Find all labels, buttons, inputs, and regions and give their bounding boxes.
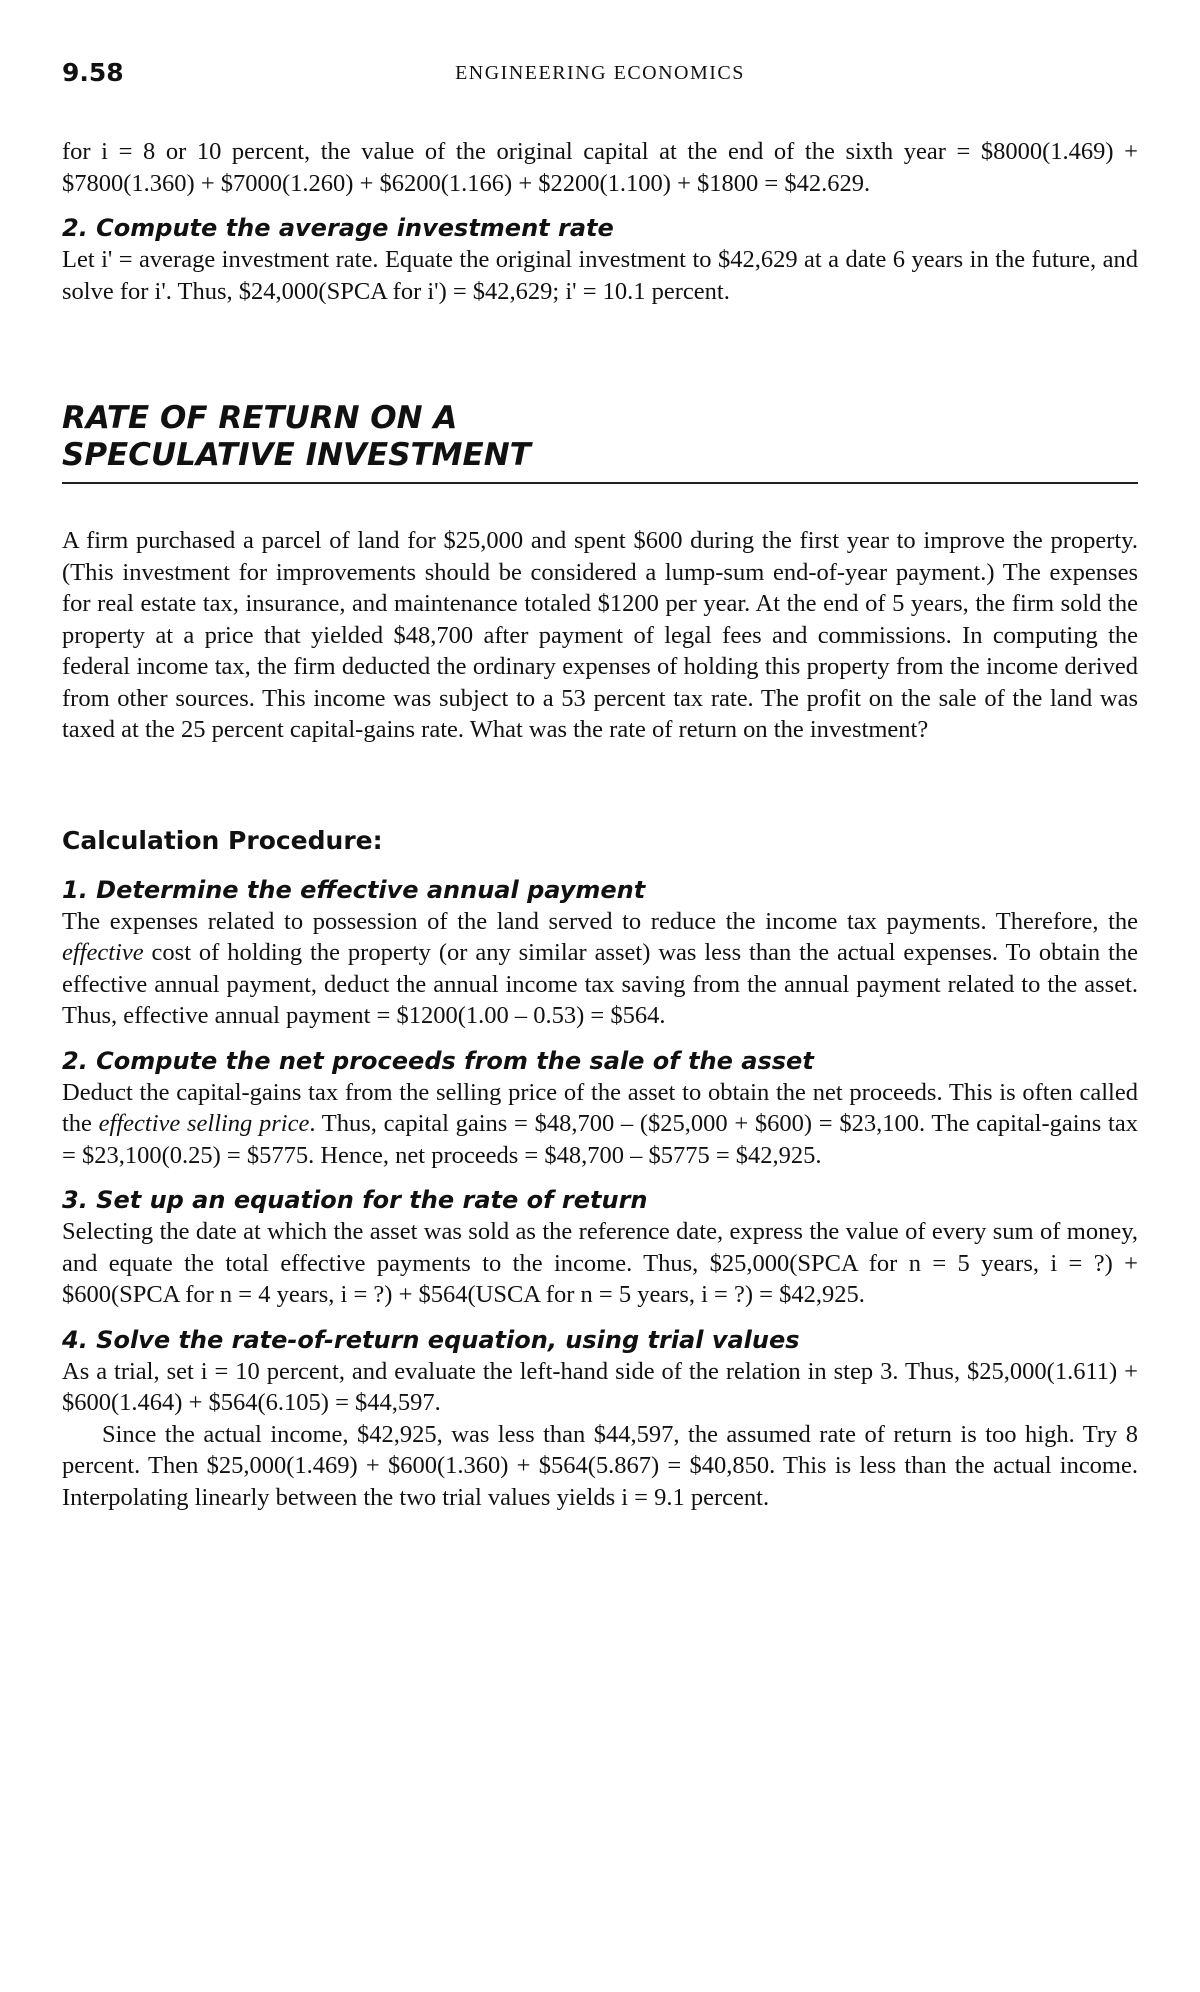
page-header	[62, 58, 1138, 98]
page-body	[62, 136, 1138, 1513]
step4-title: 4. Solve the rate-of-return equation, using trial values	[62, 1325, 800, 1354]
step2-text-b: . Thus, capital gains = $48,700 – ($25,000 + $600) = $23,100. The capital-gains tax = $23,100(0.25) = $5775. Hence, net proceeds = $48,700 – $5775 = $42,925.	[62, 1110, 1138, 1169]
step1-emphasis: effective	[62, 939, 144, 966]
step1-title: 1. Determine the effective annual payment	[62, 875, 646, 904]
step2-title: 2. Compute the net proceeds from the sale of the asset	[62, 1046, 814, 1075]
intro-paragraph: for i = 8 or 10 percent, the value of the original capital at the end of the sixth year = $8000(1.469) + $7800(1.360) + $7000(1.260) + $6200(1.166) + $2200(1.100) + $1800 = $42.629.	[62, 138, 1138, 197]
section-rule	[62, 482, 1138, 484]
running-head: ENGINEERING ECONOMICS	[455, 62, 745, 84]
section-title-line1: RATE OF RETURN ON A	[62, 400, 458, 436]
step1-text	[62, 906, 1138, 1032]
intro-step2-title: 2. Compute the average investment rate	[62, 214, 614, 242]
step1-text-a: The expenses related to possession of the land served to reduce the income tax payments. Therefore, the	[62, 907, 1138, 935]
problem-paragraph: A firm purchased a parcel of land for $25,000 and spent $600 during the first year to improve the property. (This investment for improvements should be considered a lump-sum end-of-year payment.) The expenses for real estate tax, insurance, and maintenance totaled $1200 per year. At the end of 5 years, the firm sold the property at a price that yielded $48,700 after payment of legal fees and commissions. In computing the federal income tax, the firm deducted the ordinary expenses of holding this property from the income derived from other sources. This income was subject to a 53 percent tax rate. The profit on the sale of the land was taxed at the 25 percent capital-gains rate. What was the rate of return on the investment?	[62, 527, 1138, 743]
step4-text: As a trial, set i = 10 percent, and evaluate the left-hand side of the relation in step 3. Thus, $25,000(1.611) + $600(1.464) + $564(6.105) = $44,597.	[62, 1357, 1138, 1416]
section-title-line2: SPECULATIVE INVESTMENT	[62, 437, 531, 473]
step2-emphasis: effective selling price	[98, 1110, 310, 1137]
step4-text-continued: Since the actual income, $42,925, was less than $44,597, the assumed rate of return is too high. Try 8 percent. Then $25,000(1.469) + $600(1.360) + $564(5.867) = $40,850. This is less than the actual income. Interpolating linearly between the two trial values yields i = 9.1 percent.	[62, 1420, 1138, 1511]
intro-step2-text: Let i' = average investment rate. Equate the original investment to $42,629 at a date 6 years in the future, and solve for i'. Thus, $24,000(SPCA for i') = $42,629; i' = 10.1 percent.	[62, 246, 1138, 305]
step1-text-b: cost of holding the property (or any similar asset) was less than the actual expenses. To obtain the effective annual payment, deduct the annual income tax saving from the annual payment related to the asset. Thus, effective annual payment = $1200(1.00 – 0.53) = $564.	[62, 939, 1138, 1029]
step2-text-a: Deduct the capital-gains tax from the selling price of the asset to obtain the net proceeds. This is often called the	[62, 1078, 1138, 1137]
step2-text	[62, 1077, 1138, 1172]
step3-text: Selecting the date at which the asset was sold as the reference date, express the value of every sum of money, and equate the total effective payments to the income. Thus, $25,000(SPCA for n = 5 years, i = ?) + $600(SPCA for n = 4 years, i = ?) + $564(USCA for n = 5 years, i = ?) = $42,925.	[62, 1218, 1138, 1308]
step3-title: 3. Set up an equation for the rate of return	[62, 1186, 648, 1214]
procedure-title: Calculation Procedure:	[62, 825, 383, 855]
section-title	[62, 400, 1138, 474]
page-number: 9.58	[62, 58, 124, 87]
